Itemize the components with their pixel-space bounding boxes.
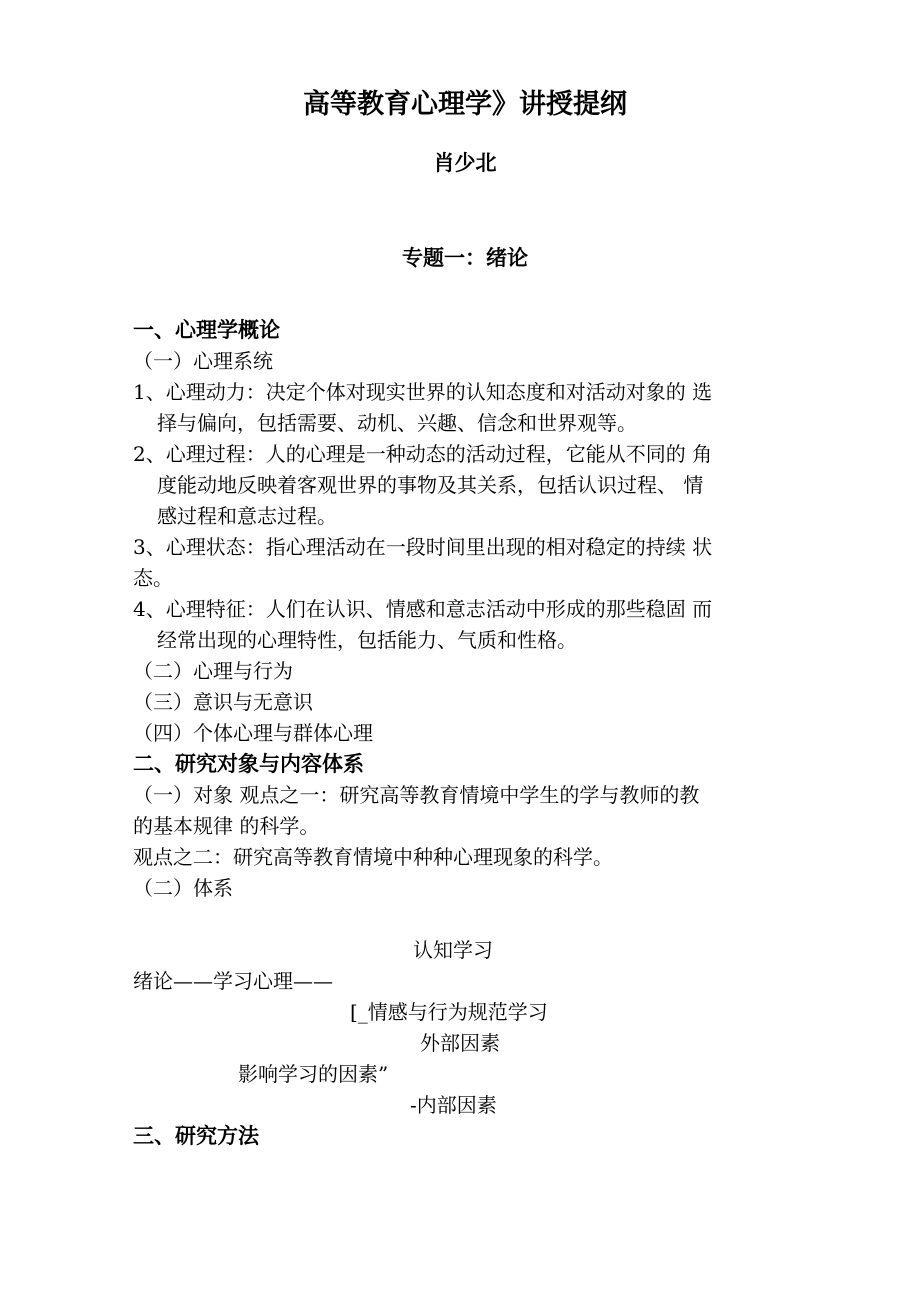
diagram-cognitive-learning: 认知学习 bbox=[413, 938, 493, 962]
section-1-sub-3: （三）意识与无意识 bbox=[133, 690, 313, 714]
section-1-heading: 一、心理学概论 bbox=[133, 317, 280, 342]
item-4-line-2: 经常出现的心理特性，包括能力、气质和性格。 bbox=[157, 628, 577, 652]
section-2-heading: 二、研究对象与内容体系 bbox=[133, 751, 364, 776]
item-3-line-1: 3、心理状态：指心理活动在一段时间里出现的相对稳定的持续 状 bbox=[133, 535, 713, 559]
item-1-line-1: 1、心理动力：决定个体对现实世界的认知态度和对活动对象的 选 bbox=[133, 380, 713, 404]
diagram-affective-learning: [_情感与行为规范学习 bbox=[350, 1000, 548, 1024]
item-4-line-1: 4、心理特征：人们在认识、情感和意志活动中形成的那些稳固 而 bbox=[133, 597, 713, 621]
diagram-influence-factors: 影响学习的因素” bbox=[238, 1062, 389, 1086]
object-line-3: 观点之二：研究高等教育情境中种种心理现象的科学。 bbox=[133, 845, 613, 869]
diagram-internal-factors: -内部因素 bbox=[410, 1093, 497, 1117]
diagram-external-factors: 外部因素 bbox=[420, 1031, 500, 1055]
item-2-line-1: 2、心理过程：人的心理是一种动态的活动过程，它能从不同的 角 bbox=[133, 442, 713, 466]
item-1-line-2: 择与偏向，包括需要、动机、兴趣、信念和世界观等。 bbox=[157, 411, 637, 435]
section-3-heading: 三、研究方法 bbox=[133, 1123, 259, 1148]
topic-heading: 专题一：绪论 bbox=[402, 245, 528, 270]
diagram-main-branch: 绪论——学习心理—— bbox=[133, 969, 333, 993]
document-author: 肖少北 bbox=[433, 150, 497, 175]
item-2-line-2: 度能动地反映着客观世界的事物及其关系，包括认识过程、 情 bbox=[157, 473, 704, 497]
object-line-2: 的基本规律 的科学。 bbox=[133, 814, 320, 838]
object-line-1: （一）对象 观点之一：研究高等教育情境中学生的学与教师的教 bbox=[133, 783, 700, 807]
item-2-line-3: 感过程和意志过程。 bbox=[157, 504, 337, 528]
item-3-line-2: 态。 bbox=[133, 566, 173, 590]
section-1-sub-2: （二）心理与行为 bbox=[133, 659, 293, 683]
section-2-sub-2: （二）体系 bbox=[133, 876, 233, 900]
section-1-sub-4: （四）个体心理与群体心理 bbox=[133, 721, 373, 745]
section-1-sub-1: （一）心理系统 bbox=[133, 349, 273, 373]
document-title: 高等教育心理学》讲授提纲 bbox=[303, 89, 627, 120]
